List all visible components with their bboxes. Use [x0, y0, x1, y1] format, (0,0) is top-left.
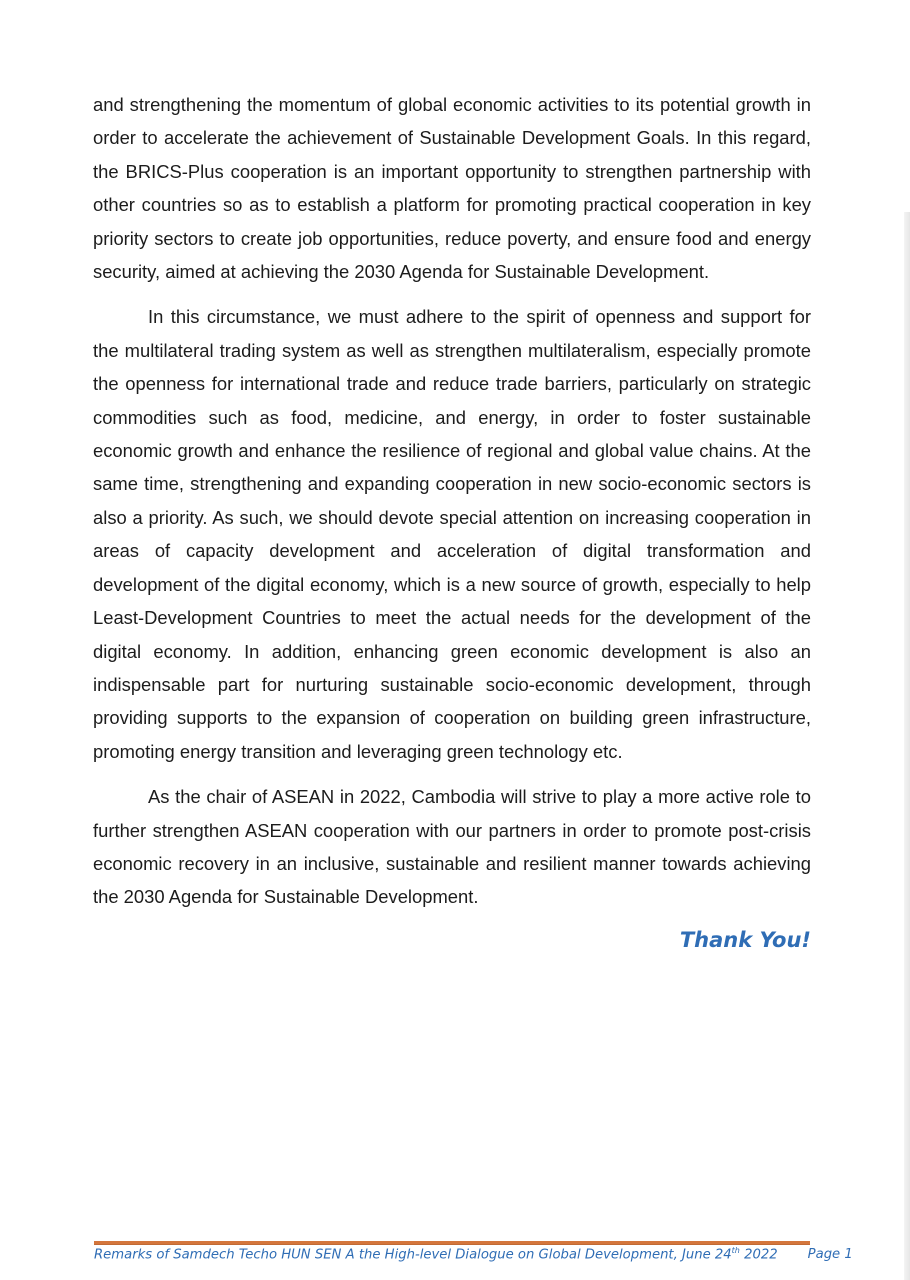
closing-thank-you: Thank You! — [679, 927, 811, 952]
page-edge-shadow — [904, 212, 910, 1280]
paragraph-2: In this circumstance, we must adhere to the spirit of openness and support for the multilateral trading system as well as strengthen multilateralism, especially promote the openness for international trade and reduce trade barriers, particularly on strategic commodities such as food, medicine, and energy, in order to foster sustainable economic growth and enhance the resilience of regional and global value chains. At the same time, strengthening and expanding cooperation in new socio-economic sectors is also a priority. As such, we should devote special attention on increasing cooperation in areas of capacity development and acceleration of digital transformation and development of the digital economy, which is a new source of growth, especially to help Least-Development Countries to meet the actual needs for the development of the digital economy. In addition, enhancing green economic development is also an indispensable part for nurturing sustainable socio-economic development, through providing supports to the expansion of cooperation on building green infrastructure, promoting energy transition and leveraging green technology etc. — [93, 306, 811, 762]
footer-divider — [94, 1241, 810, 1245]
paragraph-1: and strengthening the momentum of global economic activities to its potential growth in order to accelerate the achievement of Sustainable Development Goals. In this regard, the BRICS-Plus cooperation is an important opportunity to strengthen partnership with other countries so as to establish a platform for promoting practical cooperation in key priority sectors to create job opportunities, reduce poverty, and ensure food and energy security, aimed at achieving the 2030 Agenda for Sustainable Development. — [93, 94, 811, 283]
footer-year: 2022 — [739, 1247, 778, 1263]
document-body — [93, 88, 811, 952]
paragraph-3: As the chair of ASEAN in 2022, Cambodia will strive to play a more active role to further strengthen ASEAN cooperation with our partners in order to promote post-crisis economic recovery in an inclusive, sustainable and resilient manner towards achieving the 2030 Agenda for Sustainable Development. — [93, 786, 811, 908]
footer-page-number: Page 1 — [807, 1247, 853, 1263]
page-footer — [94, 1246, 853, 1263]
footer-date-suffix: th — [731, 1246, 740, 1255]
footer-remarks-text: Remarks of Samdech Techo HUN SEN A the High-level Dialogue on Global Development, June 24 — [94, 1247, 732, 1263]
